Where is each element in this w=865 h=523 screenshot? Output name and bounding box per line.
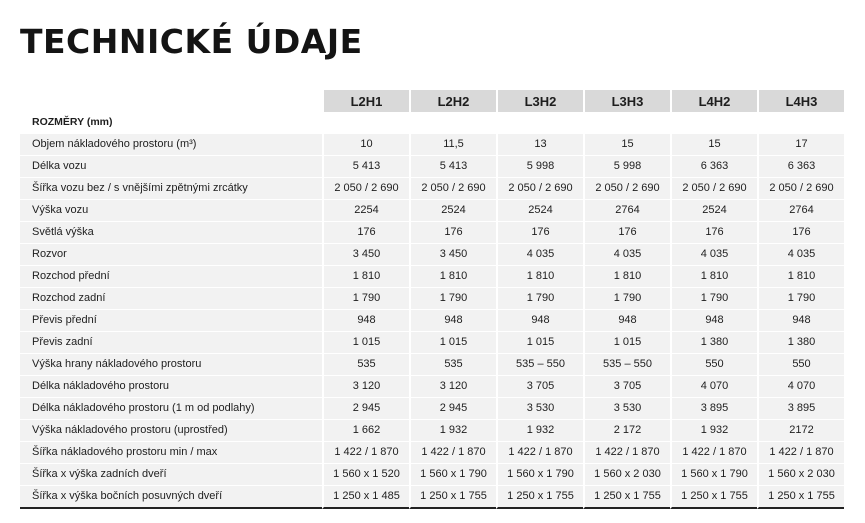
row-value: 1 790 — [322, 288, 409, 310]
row-value: 2254 — [322, 200, 409, 222]
row-value: 1 560 x 1 790 — [670, 464, 757, 486]
row-label: Světlá výška — [20, 222, 322, 244]
row-value: 2 050 / 2 690 — [409, 178, 496, 200]
row-value: 1 560 x 1 790 — [496, 464, 583, 486]
page-title: TECHNICKÉ ÚDAJE — [20, 22, 363, 61]
row-value: 176 — [409, 222, 496, 244]
row-value: 2764 — [757, 200, 844, 222]
row-value: 4 035 — [583, 244, 670, 266]
row-value: 2 050 / 2 690 — [496, 178, 583, 200]
row-value: 5 413 — [322, 156, 409, 178]
row-value: 1 810 — [670, 266, 757, 288]
row-value: 3 450 — [409, 244, 496, 266]
row-value: 550 — [757, 354, 844, 376]
table-row — [20, 310, 844, 332]
row-value: 15 — [583, 134, 670, 156]
row-value: 2524 — [670, 200, 757, 222]
table-row — [20, 200, 844, 222]
table-row — [20, 486, 844, 509]
row-value: 4 035 — [496, 244, 583, 266]
row-label: Délka nákladového prostoru (1 m od podlahy) — [20, 398, 322, 420]
row-value: 1 422 / 1 870 — [322, 442, 409, 464]
table-row — [20, 288, 844, 310]
row-value: 3 530 — [583, 398, 670, 420]
row-value: 2 050 / 2 690 — [670, 178, 757, 200]
table-row — [20, 222, 844, 244]
row-value: 1 422 / 1 870 — [583, 442, 670, 464]
row-value: 3 120 — [409, 376, 496, 398]
row-value: 3 895 — [670, 398, 757, 420]
row-value: 6 363 — [757, 156, 844, 178]
row-value: 1 250 x 1 485 — [322, 486, 409, 509]
column-header: L2H1 — [322, 90, 409, 112]
row-value: 4 035 — [757, 244, 844, 266]
row-value: 17 — [757, 134, 844, 156]
row-label: Šířka nákladového prostoru min / max — [20, 442, 322, 464]
table-row — [20, 398, 844, 420]
table-row — [20, 464, 844, 486]
row-value: 535 – 550 — [583, 354, 670, 376]
row-value: 176 — [670, 222, 757, 244]
row-value: 1 790 — [670, 288, 757, 310]
row-label: Rozchod zadní — [20, 288, 322, 310]
row-value: 1 662 — [322, 420, 409, 442]
row-value: 1 380 — [757, 332, 844, 354]
row-value: 2 050 / 2 690 — [322, 178, 409, 200]
row-value: 1 250 x 1 755 — [496, 486, 583, 509]
row-label: Objem nákladového prostoru (m³) — [20, 134, 322, 156]
table-row — [20, 442, 844, 464]
section-label: ROZMĚRY (mm) — [20, 112, 322, 134]
row-value: 1 932 — [409, 420, 496, 442]
row-value: 2524 — [409, 200, 496, 222]
row-value: 948 — [757, 310, 844, 332]
row-value: 948 — [496, 310, 583, 332]
row-value: 1 560 x 2 030 — [757, 464, 844, 486]
row-value: 176 — [322, 222, 409, 244]
table-row — [20, 244, 844, 266]
row-value: 1 250 x 1 755 — [583, 486, 670, 509]
row-value: 2 172 — [583, 420, 670, 442]
table-row — [20, 134, 844, 156]
table-row — [20, 376, 844, 398]
row-label: Šířka x výška zadních dveří — [20, 464, 322, 486]
row-value: 1 422 / 1 870 — [757, 442, 844, 464]
column-header: L4H2 — [670, 90, 757, 112]
column-header: L3H3 — [583, 90, 670, 112]
row-value: 176 — [496, 222, 583, 244]
row-value: 2 945 — [322, 398, 409, 420]
row-value: 948 — [409, 310, 496, 332]
row-label: Převis zadní — [20, 332, 322, 354]
row-label: Rozchod přední — [20, 266, 322, 288]
table-row — [20, 178, 844, 200]
column-header: L3H2 — [496, 90, 583, 112]
row-value: 1 810 — [583, 266, 670, 288]
row-value: 176 — [583, 222, 670, 244]
row-value: 1 380 — [670, 332, 757, 354]
spec-rows — [20, 134, 844, 509]
row-value: 3 705 — [583, 376, 670, 398]
column-header: L2H2 — [409, 90, 496, 112]
row-value: 1 560 x 1 520 — [322, 464, 409, 486]
row-value: 5 998 — [496, 156, 583, 178]
header-blank-cell — [20, 90, 322, 112]
row-value: 1 422 / 1 870 — [496, 442, 583, 464]
row-value: 13 — [496, 134, 583, 156]
row-value: 948 — [322, 310, 409, 332]
row-value: 4 035 — [670, 244, 757, 266]
row-value: 2524 — [496, 200, 583, 222]
row-label: Šířka x výška bočních posuvných dveří — [20, 486, 322, 509]
row-value: 535 — [409, 354, 496, 376]
row-value: 1 790 — [757, 288, 844, 310]
row-value: 3 450 — [322, 244, 409, 266]
row-value: 2764 — [583, 200, 670, 222]
row-value: 3 530 — [496, 398, 583, 420]
column-header: L4H3 — [757, 90, 844, 112]
row-value: 1 422 / 1 870 — [409, 442, 496, 464]
row-value: 535 – 550 — [496, 354, 583, 376]
spec-table — [20, 90, 844, 509]
row-label: Délka vozu — [20, 156, 322, 178]
row-value: 1 015 — [496, 332, 583, 354]
row-value: 1 560 x 1 790 — [409, 464, 496, 486]
row-value: 1 250 x 1 755 — [670, 486, 757, 509]
row-value: 1 932 — [670, 420, 757, 442]
row-value: 3 120 — [322, 376, 409, 398]
row-value: 1 250 x 1 755 — [409, 486, 496, 509]
row-value: 2 945 — [409, 398, 496, 420]
row-label: Výška vozu — [20, 200, 322, 222]
row-value: 2172 — [757, 420, 844, 442]
row-value: 3 895 — [757, 398, 844, 420]
row-value: 1 810 — [496, 266, 583, 288]
row-value: 1 810 — [409, 266, 496, 288]
row-value: 1 015 — [322, 332, 409, 354]
row-value: 5 998 — [583, 156, 670, 178]
row-value: 2 050 / 2 690 — [757, 178, 844, 200]
row-value: 1 422 / 1 870 — [670, 442, 757, 464]
table-row — [20, 332, 844, 354]
row-value: 535 — [322, 354, 409, 376]
row-value: 948 — [583, 310, 670, 332]
row-value: 10 — [322, 134, 409, 156]
row-value: 5 413 — [409, 156, 496, 178]
row-value: 948 — [670, 310, 757, 332]
row-value: 1 790 — [496, 288, 583, 310]
row-value: 4 070 — [670, 376, 757, 398]
row-value: 15 — [670, 134, 757, 156]
row-value: 1 810 — [757, 266, 844, 288]
row-value: 1 810 — [322, 266, 409, 288]
row-value: 2 050 / 2 690 — [583, 178, 670, 200]
row-value: 176 — [757, 222, 844, 244]
row-label: Výška hrany nákladového prostoru — [20, 354, 322, 376]
row-value: 11,5 — [409, 134, 496, 156]
table-row — [20, 156, 844, 178]
row-value: 4 070 — [757, 376, 844, 398]
table-row — [20, 354, 844, 376]
header-row — [20, 90, 844, 112]
row-value: 550 — [670, 354, 757, 376]
row-label: Rozvor — [20, 244, 322, 266]
row-label: Výška nákladového prostoru (uprostřed) — [20, 420, 322, 442]
row-value: 1 015 — [583, 332, 670, 354]
row-value: 1 250 x 1 755 — [757, 486, 844, 509]
row-value: 1 560 x 2 030 — [583, 464, 670, 486]
row-value: 1 015 — [409, 332, 496, 354]
section-row — [20, 112, 844, 134]
row-value: 1 932 — [496, 420, 583, 442]
row-label: Převis přední — [20, 310, 322, 332]
table-row — [20, 420, 844, 442]
row-label: Šířka vozu bez / s vnějšími zpětnými zrcátky — [20, 178, 322, 200]
row-value: 1 790 — [409, 288, 496, 310]
row-value: 6 363 — [670, 156, 757, 178]
row-label: Délka nákladového prostoru — [20, 376, 322, 398]
table-row — [20, 266, 844, 288]
row-value: 1 790 — [583, 288, 670, 310]
row-value: 3 705 — [496, 376, 583, 398]
